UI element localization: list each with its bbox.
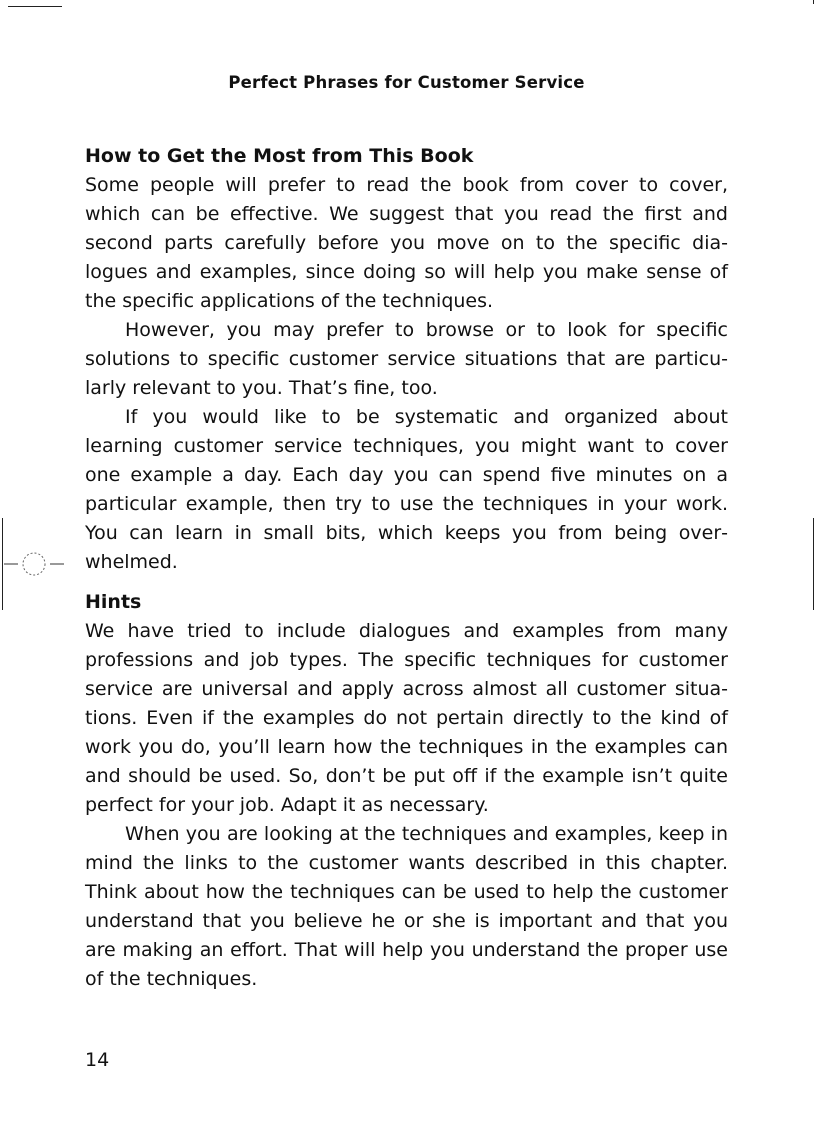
body-paragraph: We have tried to include dialogues and examples from many professions and job types. The specific techniques for customer service are universal and apply across almost all customer situations. Even if the examples do not pertain directly to the kind of work you do, you’ll learn how the techniques in the examples can and should be used. So, don’t be put off if the example isn’t quite perfect for your job. Adapt it as necessary. (85, 620, 728, 816)
crop-mark-top-left (8, 6, 62, 7)
page-body (85, 142, 728, 994)
body-paragraph: Some people will prefer to read the book from cover to cover, which can be effective. We suggest that you read the first and second parts carefully before you move on to the specific dialogues and examples, since doing so will help you make sense of the specific applications of the techniques. (85, 174, 728, 312)
page-number: 14 (85, 1049, 110, 1071)
book-page (85, 0, 728, 1123)
body-paragraph: If you would like to be systematic and organized about learning customer service techniques, you might want to cover one example a day. Each day you can spend five minutes on a particular example, then try to use the techniques in your work. You can learn in small bits, which keeps you from being overwhelmed. (85, 406, 728, 573)
crop-mark-right-edge (813, 518, 814, 610)
crop-mark-left-edge (2, 518, 3, 610)
running-head: Perfect Phrases for Customer Service (228, 73, 585, 92)
registration-mark-icon (4, 548, 66, 582)
section-heading: How to Get the Most from This Book (85, 145, 474, 167)
body-paragraph: When you are looking at the techniques and examples, keep in mind the links to the customer wants described in this chapter. Think about how the techniques can be used to help the customer understand that you believe he or she is important and that you are making an effort. That will help you understand the proper use of the techniques. (85, 823, 728, 990)
crop-mark-right-top (813, 0, 814, 4)
section-hints (85, 588, 728, 994)
section-heading: Hints (85, 591, 142, 613)
section-how-to-get-most (85, 142, 728, 577)
body-paragraph: However, you may prefer to browse or to look for specific solutions to specific customer service situations that are particularly relevant to you. That’s fine, too. (85, 319, 728, 399)
